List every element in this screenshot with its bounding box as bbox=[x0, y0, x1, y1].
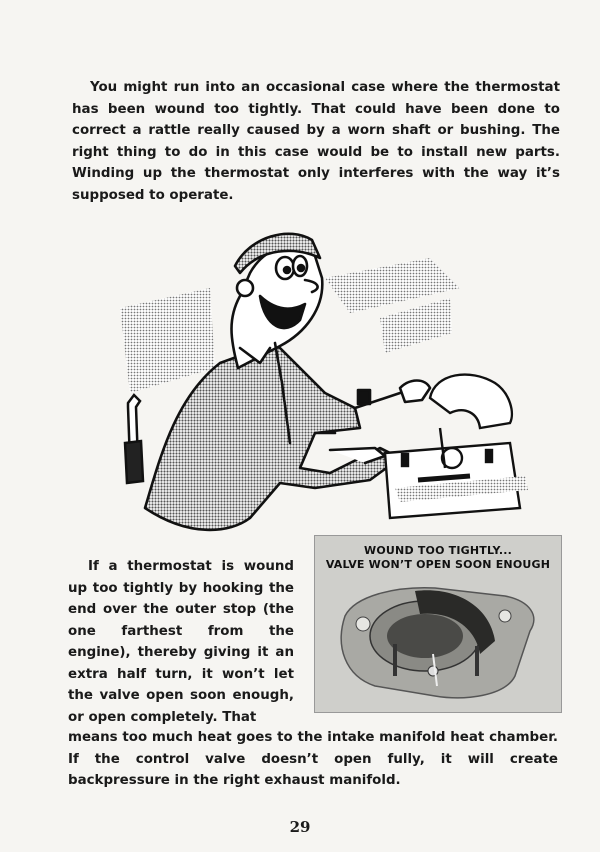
paragraph-thermostat-wound-tight: You might run into an occasional case where the thermostat has been wound too tightly. That could have been done to correct a rattle really caused by a worn shaft or bushing. The right thing to do in this case would be to install new parts. Winding up the thermostat only interferes with the way it’s supposed to operate. bbox=[72, 80, 560, 203]
mechanic-cartoon-illustration bbox=[100, 218, 560, 548]
valve-photo bbox=[314, 535, 562, 713]
photo-caption-line2: VALVE WON’T OPEN SOON ENOUGH bbox=[325, 558, 551, 571]
page-number: 29 bbox=[289, 818, 311, 836]
paragraph-wound-up-part1: If a thermostat is wound up too tightly by hooking the end over the outer stop (the one farthest from the engine), thereby giving it an extra half turn, it won’t let the valve open soon enough, or open completely. That bbox=[68, 559, 294, 725]
background-shading-right bbox=[380, 298, 452, 353]
background-shading-left bbox=[120, 288, 215, 393]
paragraph-wound-up-part2: means too much heat goes to the intake manifold heat chamber. If the control valve doesn’t open fully, it will create backpressure in the right exhaust manifold. bbox=[68, 730, 558, 788]
wrench-icon bbox=[125, 395, 143, 483]
photo-caption-line1: WOUND TOO TIGHTLY... bbox=[364, 544, 512, 557]
